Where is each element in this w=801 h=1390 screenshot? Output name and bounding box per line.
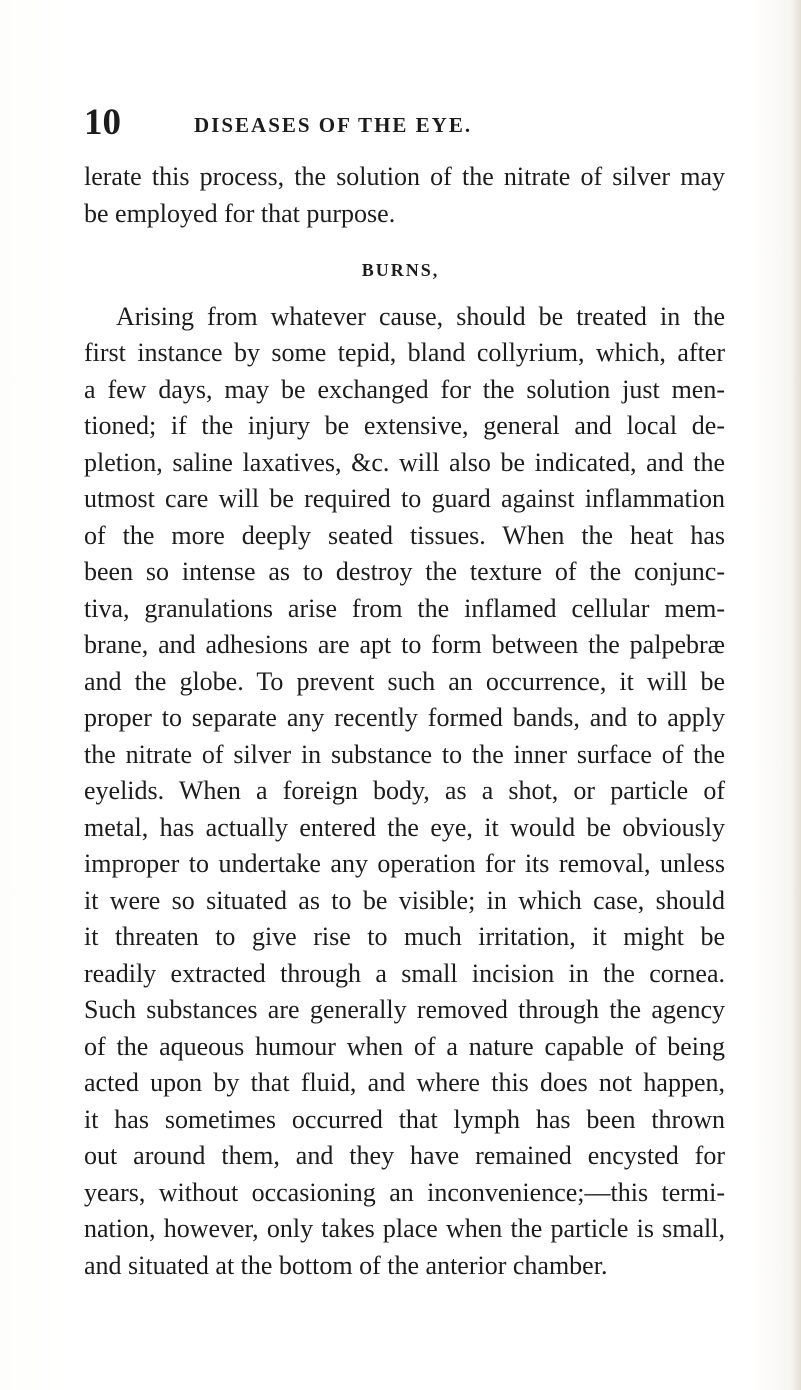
text-line: years, without occasioning an inconvenience;—this termi- [84, 1178, 725, 1207]
text-line: be employed for that purpose. [84, 199, 396, 228]
text-line: a few days, may be exchanged for the solution just men- [84, 375, 725, 404]
text-line: eyelids. When a foreign body, as a shot, or particle of [84, 776, 725, 805]
text-line: tiva, granulations arise from the inflamed cellular mem- [84, 594, 725, 623]
text-line: metal, has actually entered the eye, it would be obviously [84, 813, 725, 842]
text-line: brane, and adhesions are apt to form between the palpebræ [84, 630, 725, 659]
text-line: out around them, and they have remained encysted for [84, 1141, 725, 1170]
text-line: and the globe. To prevent such an occurrence, it will be [84, 667, 725, 696]
text-line: been so intense as to destroy the texture of the conjunc- [84, 557, 725, 586]
text-line: proper to separate any recently formed bands, and to apply [84, 703, 725, 732]
text-line: improper to undertake any operation for its removal, unless [84, 849, 725, 878]
running-title: DISEASES OF THE EYE. [194, 113, 473, 137]
text-line: it were so situated as to be visible; in which case, should [84, 886, 725, 915]
text-line: pletion, saline laxatives, &c. will also be indicated, and the [84, 448, 725, 477]
text-line: Such substances are generally removed through the agency [84, 995, 725, 1024]
text-line: it threaten to give rise to much irritation, it might be [84, 922, 725, 951]
text-line: first instance by some tepid, bland collyrium, which, after [84, 338, 725, 367]
text-line: tioned; if the injury be extensive, general and local de- [84, 411, 725, 440]
text-line: it has sometimes occurred that lymph has been thrown [84, 1105, 725, 1134]
text-line: of the more deeply seated tissues. When the heat has [84, 521, 725, 550]
running-head [84, 103, 724, 143]
page-edge-shadow [791, 0, 801, 1390]
text-line: Arising from whatever cause, should be treated in the [116, 302, 725, 331]
text-line: nation, however, only takes place when the particle is small, [84, 1214, 725, 1243]
text-line: and situated at the bottom of the anterior chamber. [84, 1251, 608, 1280]
text-line: lerate this process, the solution of the nitrate of silver may [84, 162, 725, 191]
section-heading: BURNS, [361, 260, 440, 280]
text-line: acted upon by that fluid, and where this does not happen, [84, 1068, 725, 1097]
page-number: 10 [84, 102, 121, 143]
text-line: utmost care will be required to guard against inflammation [84, 484, 725, 513]
text-line: of the aqueous humour when of a nature capable of being [84, 1032, 725, 1061]
text-line: readily extracted through a small incision in the cornea. [84, 959, 725, 988]
text-line: the nitrate of silver in substance to the inner surface of the [84, 740, 725, 769]
